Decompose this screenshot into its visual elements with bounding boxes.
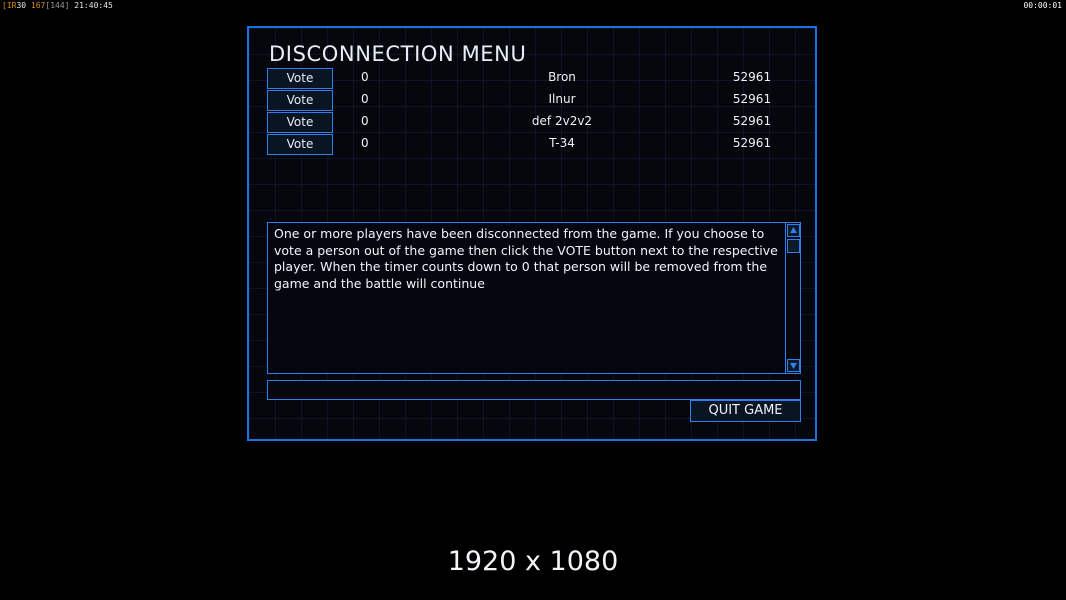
disconnection-message: One or more players have been disconnected from the game. If you choose to vote a person out of the game then click the VOTE button next to the respective player. When the timer counts down to 0 that person will be removed from the game and the battle will continue: [274, 226, 782, 291]
resolution-label: 1920 x 1080: [447, 546, 619, 577]
player-id: 52961: [732, 114, 772, 128]
status-left: [2, 0, 113, 12]
disconnection-menu-dialog: [247, 26, 817, 441]
scroll-up-icon[interactable]: [787, 224, 800, 237]
scroll-down-icon[interactable]: [787, 359, 800, 372]
table-row: [267, 134, 801, 156]
status-value3: [144]: [45, 1, 70, 10]
match-timer: 00:00:01: [1023, 1, 1062, 10]
table-row: [267, 90, 801, 112]
status-tag: [IR: [2, 1, 17, 10]
player-id: 52961: [732, 136, 772, 150]
player-vote-table: [267, 68, 801, 156]
status-clock: 21:40:45: [74, 1, 113, 10]
vote-count: 0: [361, 136, 369, 150]
table-row: [267, 68, 801, 90]
message-panel: [267, 222, 801, 374]
player-name: def 2v2v2: [531, 114, 593, 128]
chat-input[interactable]: [267, 380, 801, 400]
player-name: Bron: [548, 70, 576, 84]
vote-button[interactable]: Vote: [267, 112, 333, 133]
quit-game-button[interactable]: QUIT GAME: [690, 400, 801, 422]
player-id: 52961: [732, 92, 772, 106]
top-status-bar: [0, 0, 1066, 12]
vote-button[interactable]: Vote: [267, 68, 333, 89]
status-value2: 167: [30, 1, 46, 10]
table-row: [267, 112, 801, 134]
player-name: Ilnur: [548, 92, 576, 106]
message-scrollbar[interactable]: [785, 223, 800, 373]
vote-button[interactable]: Vote: [267, 134, 333, 155]
vote-count: 0: [361, 92, 369, 106]
status-value1: 30: [16, 1, 27, 10]
vote-count: 0: [361, 114, 369, 128]
player-id: 52961: [732, 70, 772, 84]
vote-count: 0: [361, 70, 369, 84]
vote-button[interactable]: Vote: [267, 90, 333, 111]
page-title: DISCONNECTION MENU: [269, 42, 527, 66]
player-name: T-34: [549, 136, 575, 150]
scrollbar-thumb[interactable]: [787, 239, 800, 253]
